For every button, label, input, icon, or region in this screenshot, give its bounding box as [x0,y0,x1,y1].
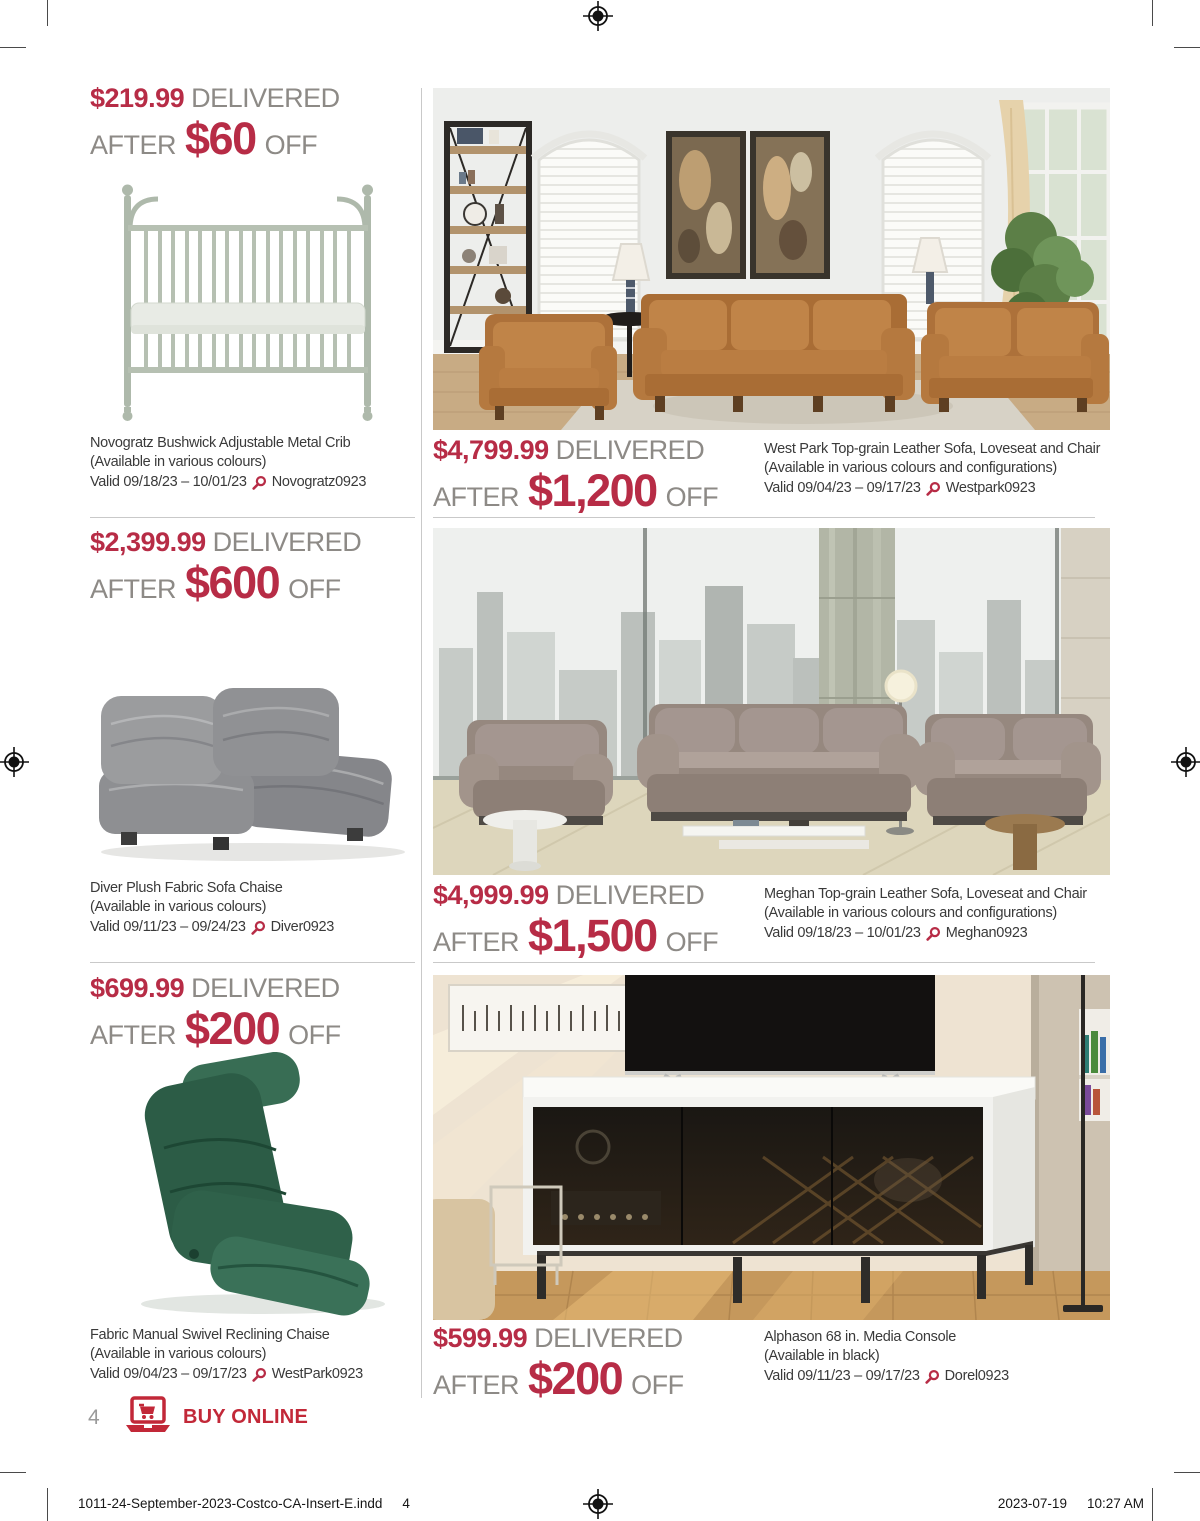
off-label: OFF [665,482,719,513]
crop-mark [1152,0,1153,26]
after-label: AFTER [433,482,520,513]
product-valid-dates: Valid 09/18/23 – 10/01/23 [764,924,921,941]
crib-price-block [90,83,340,165]
green-chaise-product-image [98,1052,390,1320]
price: $4,799.99 [433,435,549,465]
delivered-label: DELIVERED [191,973,340,1003]
product-valid-dates: Valid 09/11/23 – 09/17/23 [764,1367,920,1384]
product-code-link[interactable]: Novogratz0923 [271,473,367,490]
crop-mark [1174,47,1200,48]
west-park-caption [764,440,1120,498]
row-separator [90,962,415,963]
after-label: AFTER [90,574,177,605]
search-icon[interactable] [925,1369,940,1384]
tan-loveseat [921,302,1109,412]
taupe-armchair [459,720,613,825]
recliner-caption [90,1326,422,1384]
product-valid-dates: Valid 09/11/23 – 09/24/23 [90,918,246,935]
west-park-living-room-photo [433,88,1110,430]
search-icon[interactable] [251,920,266,935]
product-name: Meghan Top-grain Leather Sofa, Loveseat and Chair [764,886,1087,902]
product-availability: (Available in black) [764,1348,880,1365]
product-valid-dates: Valid 09/04/23 – 09/17/23 [764,479,921,496]
tan-sofa [633,294,915,412]
price: $699.99 [90,973,185,1003]
product-availability: (Available in various colours) [90,1346,267,1363]
diver-price-block [90,527,362,609]
buy-online-link[interactable] [124,1396,308,1438]
discount: $1,500 [528,910,657,962]
search-icon[interactable] [926,481,941,496]
registration-mark-icon [0,747,29,777]
crop-mark [0,47,26,48]
crop-mark [1174,1472,1200,1473]
column-divider [421,88,422,1398]
tan-armchair [479,314,617,420]
after-label: AFTER [90,130,177,161]
product-code-link[interactable]: Dorel0923 [944,1367,1009,1384]
product-code-link[interactable]: Westpark0923 [945,479,1036,496]
alphason-price-block [433,1323,684,1405]
product-valid-dates: Valid 09/04/23 – 09/17/23 [90,1365,247,1382]
footer-filename: 1011-24-September-2023-Costco-CA-Insert-E.indd [78,1496,383,1511]
product-name: Diver Plush Fabric Sofa Chaise [90,880,283,896]
price: $599.99 [433,1323,528,1353]
search-icon[interactable] [252,475,267,490]
price: $4,999.99 [433,880,549,910]
off-label: OFF [288,574,341,605]
product-code-link[interactable]: Diver0923 [270,918,335,935]
discount: $200 [185,1003,280,1055]
product-name: Alphason 68 in. Media Console [764,1329,957,1345]
product-availability: (Available in various colours) [90,899,267,916]
product-availability: (Available in various colours) [90,454,267,471]
registration-mark-icon [583,1489,613,1519]
discount: $200 [528,1353,623,1405]
crop-mark [47,1488,48,1521]
after-label: AFTER [90,1020,177,1051]
off-label: OFF [264,130,318,161]
registration-mark-icon [583,1,613,31]
row-separator [90,517,415,518]
product-name: West Park Top-grain Leather Sofa, Loveseat and Chair [764,441,1101,457]
crop-mark [1152,1488,1153,1521]
product-availability: (Available in various colours and configurations) [764,905,1057,922]
search-icon[interactable] [252,1367,267,1382]
after-label: AFTER [433,1370,520,1401]
row-separator [433,962,1095,963]
page-number: 4 [88,1406,100,1429]
price: $2,399.99 [90,527,206,557]
product-availability: (Available in various colours and configurations) [764,460,1057,477]
alphason-caption [764,1328,1120,1386]
crop-mark [0,1472,26,1473]
search-icon[interactable] [926,926,941,941]
footer-time: 10:27 AM [1086,1496,1144,1511]
footer-file-info [78,1496,410,1511]
delivered-label: DELIVERED [555,880,705,910]
product-name: Fabric Manual Swivel Reclining Chaise [90,1327,330,1343]
row-separator [433,517,1095,518]
off-label: OFF [631,1370,684,1401]
product-name: Novogratz Bushwick Adjustable Metal Crib [90,435,351,451]
discount: $600 [185,557,280,609]
off-label: OFF [665,927,719,958]
recliner-price-block [90,973,341,1055]
crib-product-image [100,165,395,427]
buy-online-label: BUY ONLINE [183,1405,308,1428]
meghan-price-block [433,880,719,962]
laptop-cart-icon [124,1396,172,1438]
meghan-living-room-photo [433,528,1110,875]
after-label: AFTER [433,927,520,958]
footer-date: 2023-07-19 [997,1496,1067,1511]
off-label: OFF [288,1020,341,1051]
delivered-label: DELIVERED [555,435,705,465]
footer-timestamp [998,1496,1144,1511]
delivered-label: DELIVERED [212,527,362,557]
delivered-label: DELIVERED [534,1323,683,1353]
delivered-label: DELIVERED [191,83,340,113]
discount: $1,200 [528,465,657,517]
product-valid-dates: Valid 09/18/23 – 10/01/23 [90,473,247,490]
taupe-sofa [637,704,921,821]
taupe-loveseat [915,714,1101,825]
diver-caption [90,879,422,937]
alphason-media-console-photo [433,975,1110,1320]
meghan-caption [764,885,1120,943]
crib-caption [90,434,422,492]
diver-sofa-product-image [85,662,415,867]
price: $219.99 [90,83,185,113]
product-code-link[interactable]: WestPark0923 [271,1365,363,1382]
west-park-price-block [433,435,719,517]
product-code-link[interactable]: Meghan0923 [945,924,1028,941]
crop-mark [47,0,48,26]
footer-page: 4 [402,1496,410,1511]
registration-mark-icon [1171,747,1200,777]
discount: $60 [185,113,256,165]
